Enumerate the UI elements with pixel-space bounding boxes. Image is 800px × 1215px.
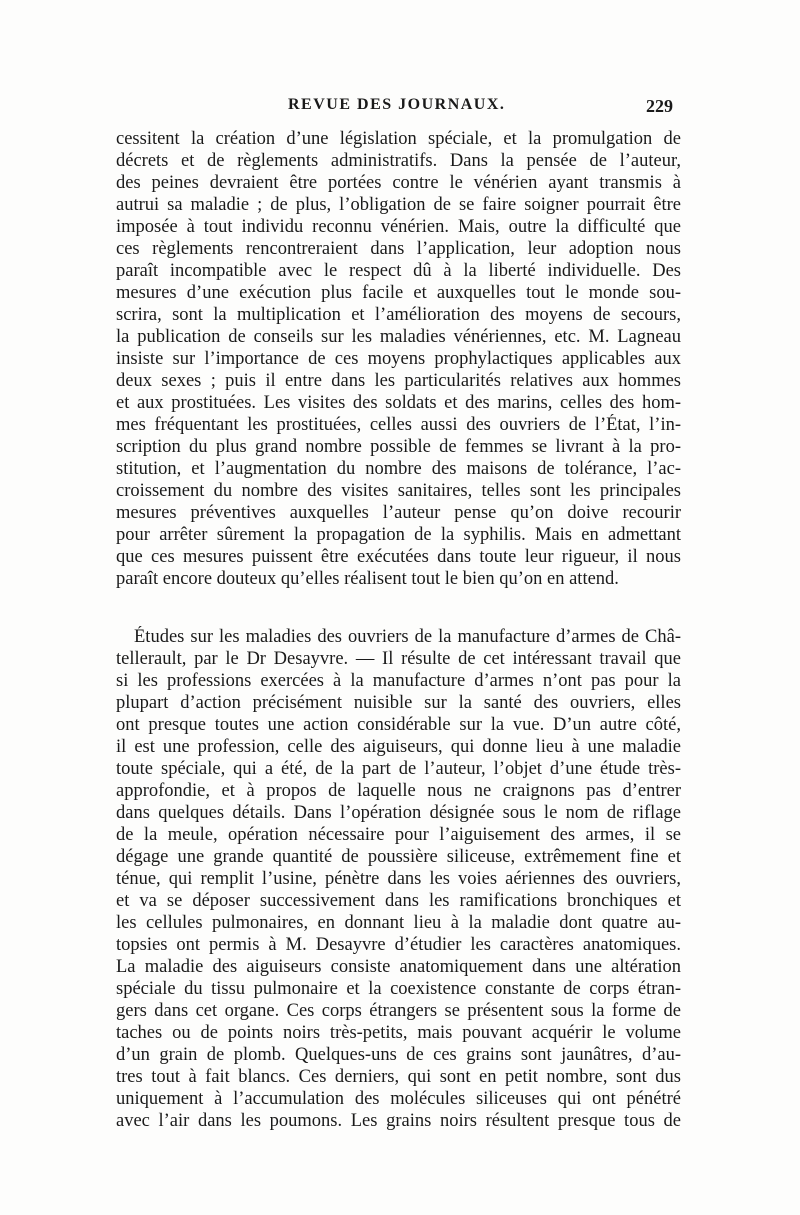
text-line: mes fréquentant les prostituées, celles aussi des ouvriers de l’État, l’in-: [116, 415, 681, 435]
text-line: décrets et de règlements administratifs. Dans la pensée de l’auteur,: [116, 151, 681, 171]
text-line: ont presque toutes une action considérable sur la vue. D’un autre côté,: [116, 715, 681, 735]
text-line: paraît encore douteux qu’elles réalisent tout le bien qu’on en attend.: [116, 569, 619, 589]
text-line: dégage une grande quantité de poussière siliceuse, extrêmement fine et: [116, 847, 681, 867]
text-line: cessitent la création d’une législation spéciale, et la promulgation de: [116, 129, 681, 149]
text-line: mesures préventives auxquelles l’auteur pense qu’on doive recourir: [116, 503, 681, 523]
text-line: paraît incompatible avec le respect dû à la liberté individuelle. Des: [116, 261, 681, 281]
text-line: et va se déposer successivement dans les ramifications bronchiques et: [116, 891, 681, 911]
text-line: de la meule, opération nécessaire pour l’aiguisement des armes, il se: [116, 825, 681, 845]
text-line: imposée à tout individu reconnu vénérien. Mais, outre la difficulté que: [116, 217, 681, 237]
text-line: et aux prostituées. Les visites des soldats et des marins, celles des hom-: [116, 393, 681, 413]
text-line: taches ou de points noirs très-petits, mais pouvant acquérir le volume: [116, 1023, 681, 1043]
text-line: la publication de conseils sur les maladies vénériennes, etc. M. Lagneau: [116, 327, 681, 347]
text-line: insiste sur l’importance de ces moyens prophylactiques applicables aux: [116, 349, 681, 369]
text-line: topsies ont permis à M. Desayvre d’étudier les caractères anatomiques.: [116, 935, 681, 955]
running-head: [0, 96, 800, 120]
text-line: scription du plus grand nombre possible de femmes se livrant à la pro-: [116, 437, 681, 457]
text-line: spéciale du tissu pulmonaire et la coexistence constante de corps étran-: [116, 979, 681, 999]
text-line: scrira, sont la multiplication et l’amélioration des moyens de secours,: [116, 305, 681, 325]
text-line: croissement du nombre des visites sanitaires, telles sont les principales: [116, 481, 681, 501]
text-line: tres tout à fait blancs. Ces derniers, qui sont en petit nombre, sont dus: [116, 1067, 681, 1087]
text-line: approfondie, et à propos de laquelle nous ne craignons pas d’entrer: [116, 781, 681, 801]
text-line: dans quelques détails. Dans l’opération désignée sous le nom de riflage: [116, 803, 681, 823]
text-line: pour arrêter sûrement la propagation de la syphilis. Mais en admettant: [116, 525, 681, 545]
text-line: uniquement à l’accumulation des molécules siliceuses qui ont pénétré: [116, 1089, 681, 1109]
article-title-line: Études sur les maladies des ouvriers de la manufacture d’armes de Châ-: [134, 627, 681, 647]
text-line: deux sexes ; puis il entre dans les particularités relatives aux hommes: [116, 371, 681, 391]
text-line: avec l’air dans les poumons. Les grains noirs résultent presque tous de: [116, 1111, 681, 1131]
text-line: autrui sa maladie ; de plus, l’obligation de se faire soigner pourrait être: [116, 195, 681, 215]
text-line: La maladie des aiguiseurs consiste anatomiquement dans une altération: [116, 957, 681, 977]
text-line: stitution, et l’augmentation du nombre des maisons de tolérance, l’ac-: [116, 459, 681, 479]
text-line: si les professions exercées à la manufacture d’armes n’ont pas pour la: [116, 671, 681, 691]
text-line: ces règlements rencontreraient dans l’application, leur adoption nous: [116, 239, 681, 259]
text-line: tellerault, par le Dr Desayvre. — Il résulte de cet intéressant travail que: [116, 649, 681, 669]
text-line: ténue, qui remplit l’usine, pénètre dans les voies aériennes des ouvriers,: [116, 869, 681, 889]
text-line: gers dans cet organe. Ces corps étrangers se présentent sous la forme de: [116, 1001, 681, 1021]
text-line: mesures d’une exécution plus facile et auxquelles tout le monde sou-: [116, 283, 681, 303]
text-line: il est une profession, celle des aiguiseurs, qui donne lieu à une maladie: [116, 737, 681, 757]
text-line: des peines devraient être portées contre le vénérien ayant transmis à: [116, 173, 681, 193]
text-line: les cellules pulmonaires, en donnant lieu à la maladie dont quatre au-: [116, 913, 681, 933]
text-line: que ces mesures puissent être exécutées dans toute leur rigueur, il nous: [116, 547, 681, 567]
text-line: d’un grain de plomb. Quelques-uns de ces grains sont jaunâtres, d’au-: [116, 1045, 681, 1065]
text-line: plupart d’action précisément nuisible sur la santé des ouvriers, elles: [116, 693, 681, 713]
text-line: toute spéciale, qui a été, de la part de l’auteur, l’objet d’une étude très-: [116, 759, 681, 779]
running-title: REVUE DES JOURNAUX.: [288, 96, 506, 113]
page-number: 229: [646, 96, 673, 116]
